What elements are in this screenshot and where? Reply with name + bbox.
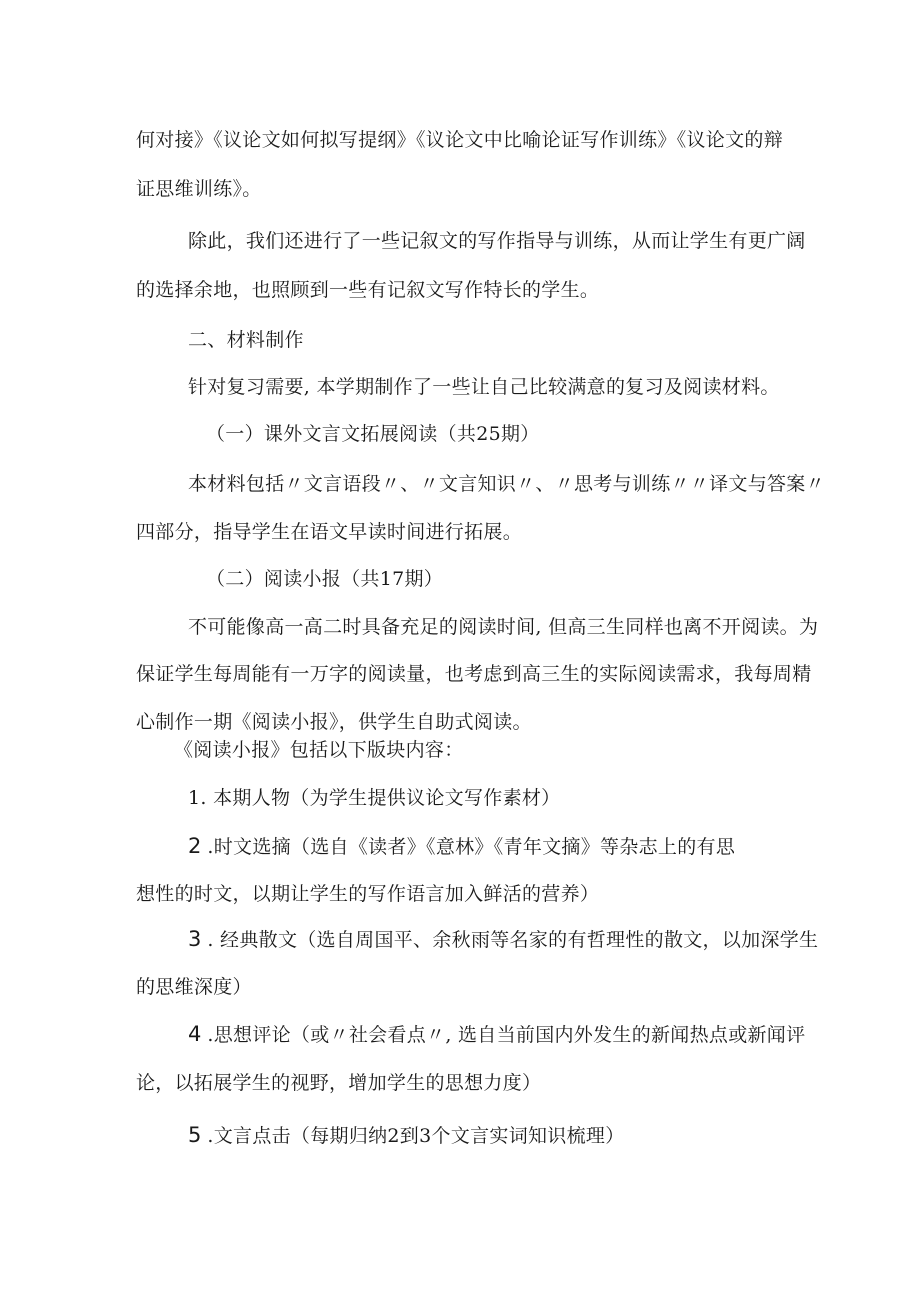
paragraph-line: 何对接》《议论文如何拟写提纲》《议论文中比喻论证写作训练》《议论文的辩: [136, 129, 784, 151]
paragraph-line: 本材料包括〃文言语段〃、〃文言知识〃、〃思考与训练〃〃译文与答案〃: [188, 473, 825, 495]
paragraph-line: 证思维训练》。: [136, 178, 262, 200]
paragraph-line: 的思维深度）: [136, 976, 252, 998]
paragraph-line: 保证学生每周能有一万字的阅读量，也考虑到高三生的实际阅读需求，我每周精: [136, 663, 812, 685]
list-item-number: 5: [188, 1123, 208, 1147]
list-item: [188, 927, 818, 952]
list-item-number: 4: [188, 1022, 208, 1046]
paragraph-line: 不可能像高一高二时具备充足的阅读时间, 但高三生同样也离不开阅读。为: [188, 616, 819, 638]
list-item: [188, 1123, 625, 1148]
paragraph-line: 心制作一期《阅读小报》，供学生自助式阅读。: [136, 711, 532, 733]
paragraph-line: 论，以拓展学生的视野，增加学生的思想力度）: [136, 1072, 542, 1094]
list-item: [188, 834, 735, 859]
paragraph-line: 针对复习需要, 本学期制作了一些让自己比较满意的复习及阅读材料。: [188, 376, 780, 398]
list-item-text: .思想评论（或〃社会看点〃, 选自当前国内外发生的新闻热点或新闻评: [207, 1024, 806, 1046]
paragraph-line: 四部分，指导学生在语文早读时间进行拓展。: [136, 521, 523, 543]
list-item-number: 3: [188, 927, 208, 951]
list-item-text: .文言点击（每期归纳2到3个文言实词知识梳理）: [207, 1125, 625, 1147]
paragraph-line: 的选择余地，也照顾到一些有记叙文写作特长的学生。: [136, 279, 600, 301]
paragraph-line: 想性的时文，以期让学生的写作语言加入鲜活的营养）: [136, 883, 600, 905]
paragraph-line: 除此，我们还进行了一些记叙文的写作指导与训练，从而让学生有更广阔: [188, 230, 806, 252]
list-item-text: . 经典散文（选自周国平、余秋雨等名家的有哲理性的散文，以加深学生: [207, 929, 819, 951]
subsection-heading: （一）课外文言文拓展阅读（共25期）: [206, 423, 540, 445]
paragraph-line: 《阅读小报》包括以下版块内容：: [174, 739, 464, 761]
section-heading: 二、材料制作: [188, 329, 304, 351]
list-item-number: 2: [188, 834, 208, 858]
list-item-text: .时文选摘（选自《读者》《意林》《青年文摘》等杂志上的有思: [207, 836, 736, 858]
list-item: [188, 1022, 805, 1047]
subsection-heading: （二）阅读小报（共17期）: [206, 568, 444, 590]
list-item: 1. 本期人物（为学生提供议论文写作素材）: [188, 787, 561, 809]
